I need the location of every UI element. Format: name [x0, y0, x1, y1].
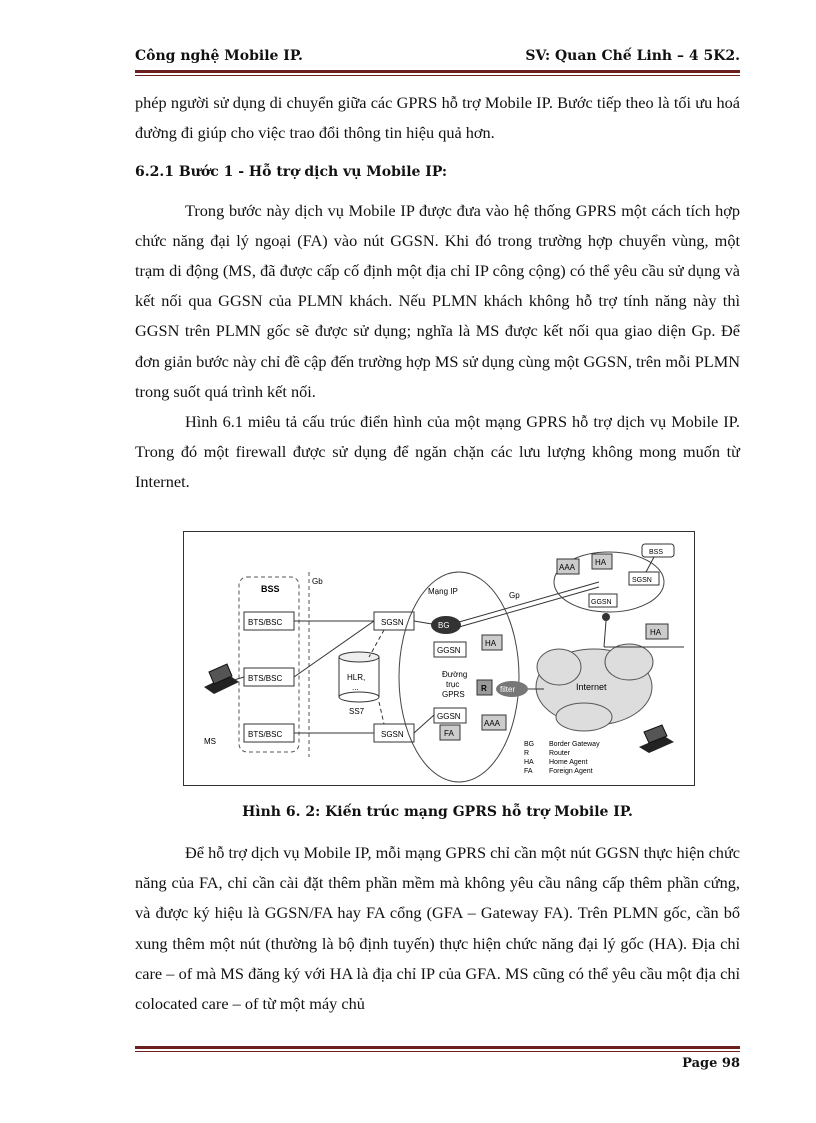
section-heading: 6.2.1 Bước 1 - Hỗ trợ dịch vụ Mobile IP: [135, 164, 448, 181]
laptop-icon-remote [639, 725, 674, 753]
sgsn-label-3: SGSN [632, 577, 652, 584]
bss-label: BSS [261, 584, 280, 594]
ggsn-label-3: GGSN [591, 599, 612, 606]
backbone-label-1: Đường [442, 670, 468, 679]
internet-label: Internet [576, 682, 607, 692]
filter-label: filter [500, 685, 516, 694]
ip-network-label: Mạng IP [428, 587, 458, 596]
bts-label-3: BTS/BSC [248, 730, 283, 739]
backbone-label-2: trục [446, 680, 460, 689]
legend-full: Router [549, 750, 571, 757]
ss7-link-2 [379, 702, 384, 724]
body-text-bottom [135, 838, 740, 1019]
header-author: SV: Quan Chế Linh – 4 5K2. [525, 48, 740, 64]
ss7-label: SS7 [349, 707, 365, 716]
aaa-label-1: AAA [484, 719, 501, 728]
header-rule-thin [135, 75, 740, 76]
ms-label: MS [204, 737, 216, 746]
network-diagram [184, 532, 694, 785]
gp-label: Gp [509, 591, 520, 600]
legend-abbr: FA [524, 768, 533, 775]
link [414, 715, 434, 733]
legend-abbr: BG [524, 741, 535, 748]
header-title: Công nghệ Mobile IP. [135, 48, 303, 64]
link [604, 621, 606, 647]
sgsn-label-1: SGSN [381, 618, 404, 627]
gp-link-a [459, 582, 599, 622]
link [646, 557, 654, 572]
hlr-label: HLR, [347, 673, 366, 682]
page-header [135, 48, 740, 64]
ha-label-3: HA [650, 628, 662, 637]
legend-full: Border Gateway [549, 741, 600, 748]
hlr-dots: ... [352, 683, 359, 692]
bts-label-1: BTS/BSC [248, 618, 283, 627]
legend-full: Home Agent [549, 759, 588, 766]
laptop-icon-ms [204, 664, 239, 694]
legend-abbr: R [524, 750, 530, 757]
legend-abbr: HA [524, 759, 534, 766]
link [414, 621, 432, 624]
paragraph: phép người sử dụng di chuyển giữa các GPRS hỗ trợ Mobile IP. Bước tiếp theo là tối ưu hoá đường đi giúp cho việc trao đổi thông tin hiệu quả hơn. [135, 93, 740, 143]
legend [524, 741, 600, 775]
page-number: Page 98 [682, 1056, 740, 1071]
bss-label-2: BSS [649, 549, 664, 556]
legend-full: Foreign Agent [549, 768, 593, 775]
aaa-label-2: AAA [559, 563, 576, 572]
ha-label-2: HA [595, 558, 607, 567]
figure-gprs-mobile-ip [183, 531, 695, 786]
ggsn-label-2: GGSN [437, 712, 461, 721]
footer-rule-thin [135, 1051, 740, 1052]
sgsn-label-2: SGSN [381, 730, 404, 739]
bts-label-2: BTS/BSC [248, 674, 283, 683]
body-text-top [135, 88, 740, 498]
paragraph: Hình 6.1 miêu tả cấu trúc điển hình của một mạng GPRS hỗ trợ dịch vụ Mobile IP. Trong đó một firewall được sử dụng để ngăn chặn các lưu lượng không mong muốn từ Internet. [135, 412, 740, 492]
ggsn-label-1: GGSN [437, 646, 461, 655]
backbone-label-3: GPRS [442, 690, 465, 699]
paragraph: Trong bước này dịch vụ Mobile IP được đưa vào hệ thống GPRS một cách tích hợp chức năng đại lý ngoại (FA) vào nút GGSN. Khi đó trong trường hợp chuyển vùng, một trạm di động (MS, đã được cấp cố định một địa chỉ IP công cộng) có thể yêu cầu sử dụng và kết nối qua GGSN của PLMN khách. Nếu PLMN khách không hỗ trợ tính năng này thì GGSN trên PLMN gốc sẽ được sử dụng; nghĩa là MS được kết nối qua giao diện Gp. Để đơn giản bước này chỉ đề cập đến trường hợp MS sử dụng cùng một GGSN, trên mỗi PLMN trong suốt quá trình kết nối. [135, 200, 740, 401]
node-dot [602, 613, 610, 621]
figure-caption: Hình 6. 2: Kiến trúc mạng GPRS hỗ trợ Mobile IP. [242, 804, 633, 820]
bg-label: BG [438, 621, 450, 630]
fa-label: FA [444, 729, 454, 738]
paragraph: Để hỗ trợ dịch vụ Mobile IP, mỗi mạng GPRS chỉ cần một nút GGSN thực hiện chức năng của FA, chỉ cần cài đặt thêm phần mềm mà không yêu cầu nâng cấp thêm phần cứng, và được ký hiệu là GGSN/FA hay FA cổng (GFA – Gateway FA). Trên PLMN gốc, cần bổ xung thêm một nút (thường là bộ định tuyến) thực hiện chức năng đại lý gốc (HA). Địa chỉ care – of mà MS đăng ký với HA là địa chỉ IP của GFA. MS cũng có thể yêu cầu một địa chỉ colocated care – of từ một máy chủ [135, 843, 740, 1014]
header-rule [135, 70, 740, 73]
ha-label-1: HA [485, 639, 497, 648]
gb-label: Gb [312, 577, 323, 586]
router-label: R [481, 684, 487, 693]
footer-rule [135, 1046, 740, 1049]
